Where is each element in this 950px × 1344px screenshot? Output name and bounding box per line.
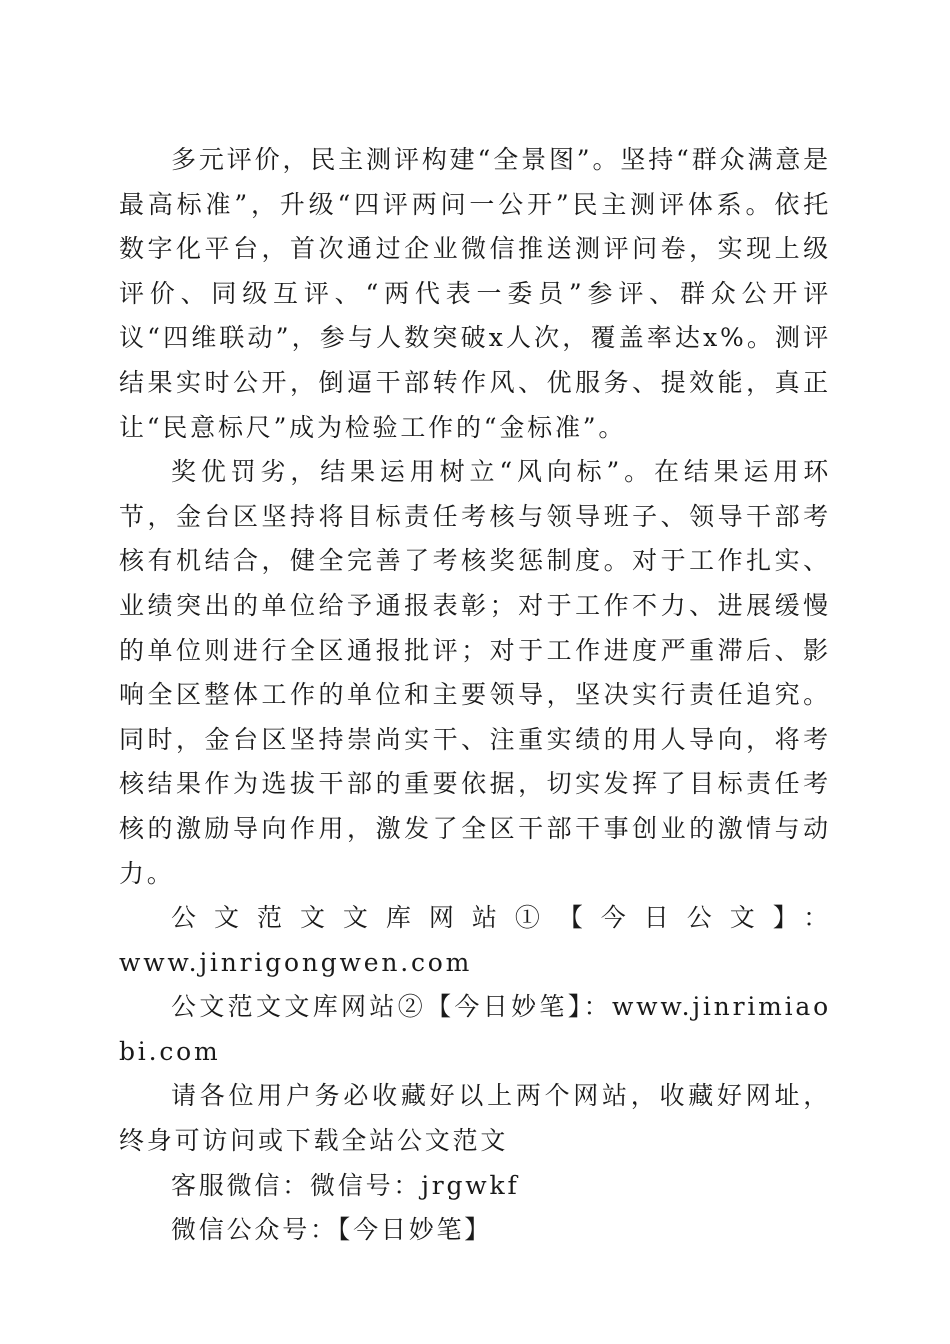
official-account: 微信公众号：【今日妙笔】 <box>171 1215 493 1245</box>
site1-url: www.jinrigongwen.com <box>119 947 473 977</box>
bookmark-notice: 请各位用户务必收藏好以上两个网站，收藏好网址，终身可访问或下载全站公文范文 <box>119 1081 831 1156</box>
service-wechat: 客服微信：微信号：jrgwkf <box>171 1170 520 1200</box>
document-body <box>119 138 831 1253</box>
paragraph-rewards-penalties: 奖优罚劣，结果运用树立“风向标”。在结果运用环节，金台区坚持将目标责任考核与领导班子、领导干部考核有机结合，健全完善了考核奖惩制度。对于工作扎实、业绩突出的单位给予通报表彰；对于工作不力、进展缓慢的单位则进行全区通报批评；对于工作进度严重滞后、影响全区整体工作的单位和主要领导，坚决实行责任追究。同时，金台区坚持崇尚实干、注重实绩的用人导向，将考核结果作为选拔干部的重要依据，切实发挥了目标责任考核的激励导向作用，激发了全区干部干事创业的激情与动力。 <box>119 457 831 888</box>
paragraph-democratic-evaluation: 多元评价，民主测评构建“全景图”。坚持“群众满意是最高标准”，升级“四评两问一公开”民主测评体系。依托数字化平台，首次通过企业微信推送测评问卷，实现上级评价、同级互评、“两代表一委员”参评、群众公开评议“四维联动”，参与人数突破x人次，覆盖率达x%。测评结果实时公开，倒逼干部转作风、优服务、提效能，真正让“民意标尺”成为检验工作的“金标准”。 <box>119 145 831 442</box>
site2-line: 公文范文文库网站②【今日妙笔】：www.jinrimiaobi.com <box>119 992 831 1066</box>
site1-label: 公文范文文库网站①【今日公文】： <box>171 903 831 933</box>
